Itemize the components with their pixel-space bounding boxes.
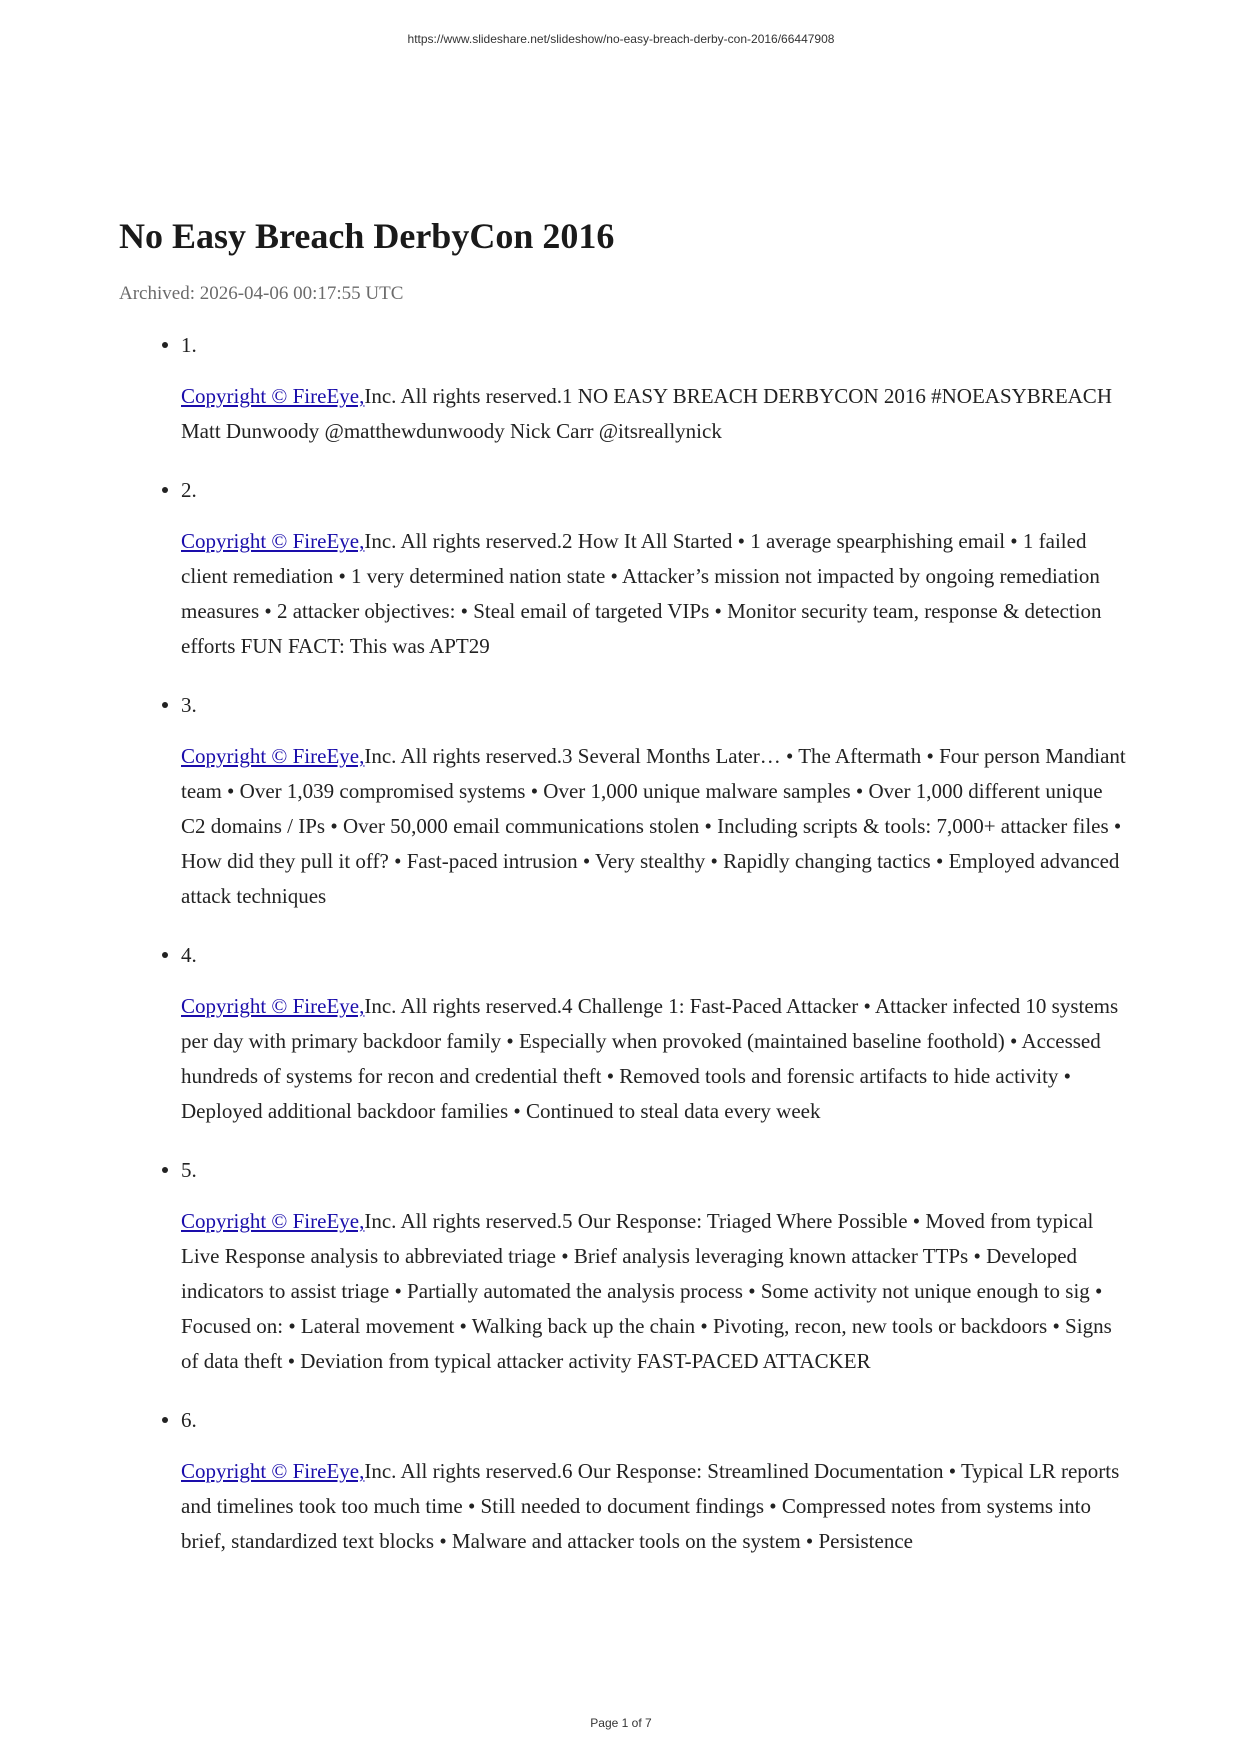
list-item (181, 326, 1129, 449)
slide-number: 5. (181, 1151, 1129, 1185)
slide-body-text: Inc. All rights reserved.1 NO EASY BREACH DERBYCON 2016 #NOEASYBREACH Matt Dunwoody @matthewdunwoody Nick Carr @itsreallynick (181, 384, 1112, 443)
page-number-footer: Page 1 of 7 (590, 1716, 652, 1730)
copyright-link[interactable]: Copyright © FireEye, (181, 1209, 365, 1233)
slide-text (181, 739, 1129, 914)
slide-number: 6. (181, 1401, 1129, 1435)
copyright-link[interactable]: Copyright © FireEye, (181, 994, 365, 1018)
slide-number: 4. (181, 936, 1129, 970)
slide-text (181, 989, 1129, 1129)
slide-body-text: Inc. All rights reserved.4 Challenge 1: Fast-Paced Attacker • Attacker infected 10 systems per day with primary backdoor family • Especially when provoked (maintained baseline foothold) • Accessed hundreds of systems for recon and credential theft • Removed tools and forensic artifacts to hide activity • Deployed additional backdoor families • Continued to steal data every week (181, 994, 1119, 1123)
list-item (181, 686, 1129, 914)
copyright-link[interactable]: Copyright © FireEye, (181, 384, 365, 408)
archived-timestamp: Archived: 2026-04-06 00:17:55 UTC (119, 283, 404, 304)
slide-body-text: Inc. All rights reserved.3 Several Months Later… • The Aftermath • Four person Mandiant team • Over 1,039 compromised systems • Over 1,000 unique malware samples • Over 1,000 different unique C2 domains / IPs • Over 50,000 email communications stolen • Including scripts & tools: 7,000+ attacker files • How did they pull it off? • Fast-paced intrusion • Very stealthy • Rapidly changing tactics • Employed advanced attack techniques (181, 744, 1126, 908)
copyright-link[interactable]: Copyright © FireEye, (181, 529, 365, 553)
slide-number: 3. (181, 686, 1129, 720)
slide-text (181, 524, 1129, 664)
page-title: No Easy Breach DerbyCon 2016 (119, 216, 615, 256)
document-body (119, 212, 1129, 1581)
slide-text (181, 1204, 1129, 1379)
slide-list (119, 326, 1129, 1559)
list-item (181, 1401, 1129, 1559)
slide-text (181, 379, 1129, 449)
page-url-header: https://www.slideshare.net/slideshow/no-easy-breach-derby-con-2016/66447908 (407, 32, 835, 46)
list-item (181, 471, 1129, 664)
slide-body-text: Inc. All rights reserved.2 How It All Started • 1 average spearphishing email • 1 failed client remediation • 1 very determined nation state • Attacker’s mission not impacted by ongoing remediation measures • 2 attacker objectives: • Steal email of targeted VIPs • Monitor security team, response & detection efforts FUN FACT: This was APT29 (181, 529, 1102, 658)
slide-text (181, 1454, 1129, 1559)
slide-body-text: Inc. All rights reserved.6 Our Response: Streamlined Documentation • Typical LR reports and timelines took too much time • Still needed to document findings • Compressed notes from systems into brief, standardized text blocks • Malware and attacker tools on the system • Persistence (181, 1459, 1120, 1553)
copyright-link[interactable]: Copyright © FireEye, (181, 744, 365, 768)
list-item (181, 936, 1129, 1129)
list-item (181, 1151, 1129, 1379)
slide-number: 2. (181, 471, 1129, 505)
copyright-link[interactable]: Copyright © FireEye, (181, 1459, 365, 1483)
slide-body-text: Inc. All rights reserved.5 Our Response: Triaged Where Possible • Moved from typical Live Response analysis to abbreviated triage • Brief analysis leveraging known attacker TTPs • Developed indicators to assist triage • Partially automated the analysis process • Some activity not unique enough to sig • Focused on: • Lateral movement • Walking back up the chain • Pivoting, recon, new tools or backdoors • Signs of data theft • Deviation from typical attacker activity FAST-PACED ATTACKER (181, 1209, 1112, 1373)
slide-number: 1. (181, 326, 1129, 360)
